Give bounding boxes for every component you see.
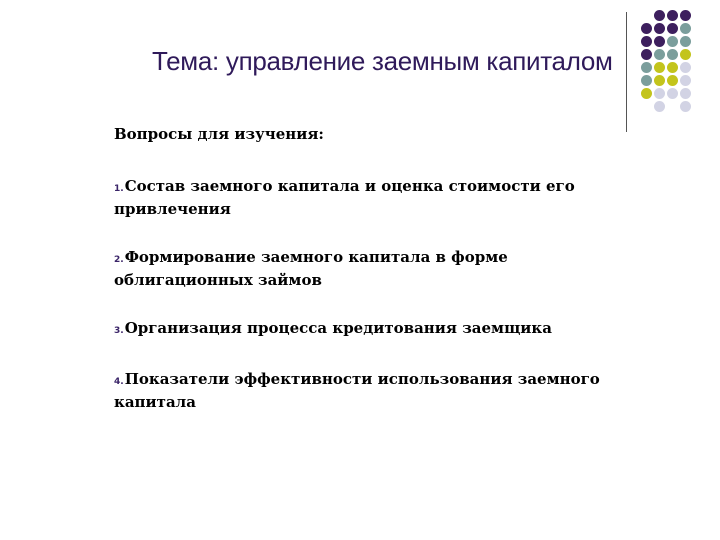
question-item	[114, 369, 614, 412]
question-number: 2.	[114, 255, 124, 265]
slide-body	[114, 124, 614, 440]
slide-title: Тема: управление заемным капиталом	[152, 46, 613, 76]
question-text: Формирование заемного капитала в форме облигационных займов	[114, 248, 508, 289]
dot-olive	[667, 75, 678, 86]
dot-olive	[641, 88, 652, 99]
dot-teal	[641, 62, 652, 73]
dot-teal	[680, 36, 691, 47]
dot-purple	[641, 49, 652, 60]
dot-purple	[680, 10, 691, 21]
dot-lavender	[680, 75, 691, 86]
dot-olive	[654, 62, 665, 73]
dot-purple	[654, 10, 665, 21]
dot-teal	[667, 49, 678, 60]
question-number: 3.	[114, 326, 124, 336]
question-number: 1.	[114, 184, 124, 194]
dot-teal	[680, 23, 691, 34]
title-divider	[626, 12, 627, 132]
dot-lavender	[654, 88, 665, 99]
dot-empty	[667, 101, 678, 112]
dot-teal	[667, 36, 678, 47]
dot-lavender	[680, 88, 691, 99]
decorative-dot-grid	[641, 10, 691, 112]
dot-olive	[667, 62, 678, 73]
dot-purple	[654, 23, 665, 34]
dot-olive	[680, 49, 691, 60]
dot-olive	[654, 75, 665, 86]
dot-purple	[667, 10, 678, 21]
dot-lavender	[654, 101, 665, 112]
dot-purple	[641, 23, 652, 34]
dot-lavender	[680, 62, 691, 73]
question-item	[114, 318, 614, 341]
question-text: Показатели эффективности использования заемного капитала	[114, 370, 600, 411]
dot-empty	[641, 10, 652, 21]
question-number: 4.	[114, 377, 124, 387]
question-text: Организация процесса кредитования заемщика	[124, 319, 552, 337]
dot-empty	[641, 101, 652, 112]
dot-purple	[641, 36, 652, 47]
dot-lavender	[680, 101, 691, 112]
dot-lavender	[667, 88, 678, 99]
question-item	[114, 247, 614, 290]
dot-teal	[641, 75, 652, 86]
dot-purple	[654, 36, 665, 47]
dot-teal	[654, 49, 665, 60]
question-text: Состав заемного капитала и оценка стоимости его привлечения	[114, 177, 575, 218]
dot-purple	[667, 23, 678, 34]
question-item	[114, 176, 614, 219]
questions-heading: Вопросы для изучения:	[114, 125, 324, 143]
